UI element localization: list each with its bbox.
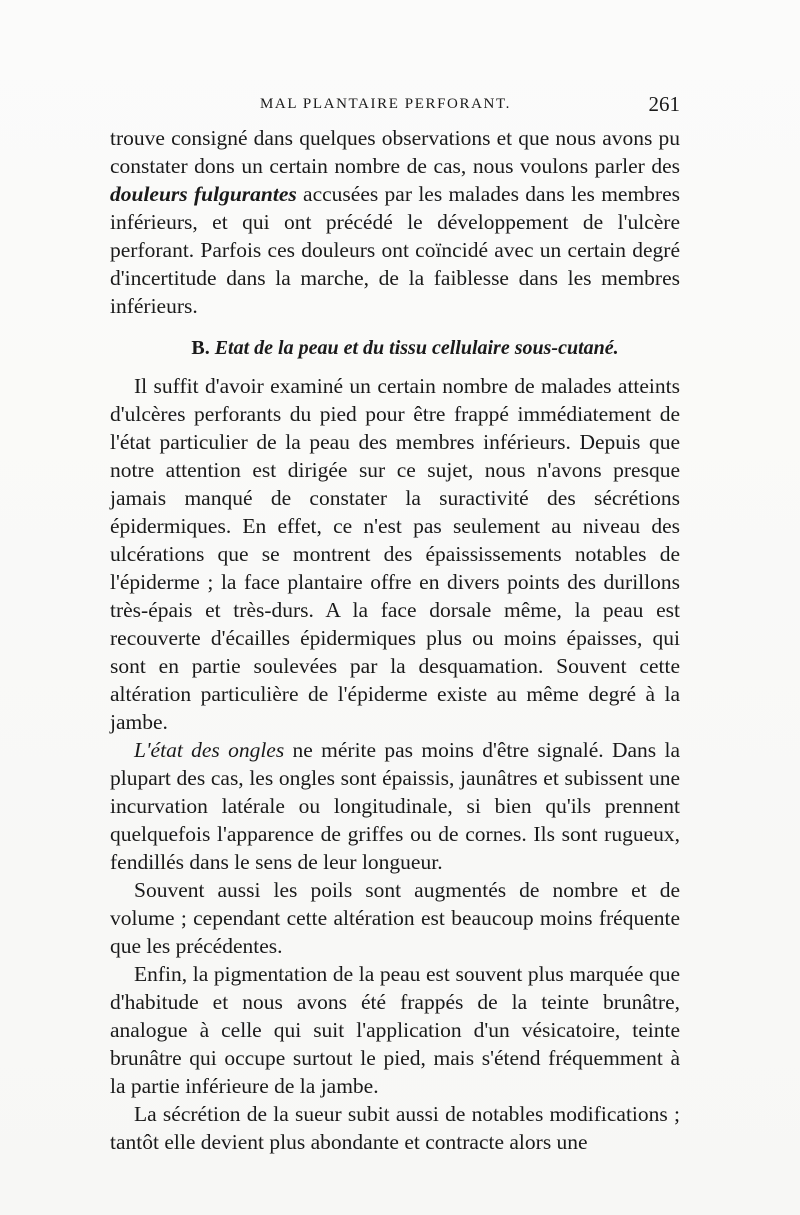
section-title: Etat de la peau et du tissu cellulaire sous-cutané. (214, 337, 619, 359)
paragraph-4: Souvent aussi les poils sont augmentés de nombre et de volume ; cependant cette altération est beaucoup moins fréquente que les précédentes. (110, 878, 680, 958)
paragraph-5: Enfin, la pigmentation de la peau est souvent plus marquée que d'habitude et nous avons été frappés de la teinte brunâtre, analogue à celle qui suit l'application d'un vésicatoire, teinte brunâtre qui occupe surtout le pied, mais s'étend fréquemment à la partie inférieure de la jambe. (110, 962, 680, 1098)
running-title: MAL PLANTAIRE PERFORANT. (260, 96, 511, 112)
paragraph-6: La sécrétion de la sueur subit aussi de notables modifications ; tantôt elle devient plus abondante et contracte alors une (110, 1102, 680, 1154)
page-number: 261 (648, 92, 680, 116)
paragraph-1-emphasis: douleurs fulgurantes (110, 182, 297, 206)
paragraph-1-text-a: trouve consigné dans quelques observations et que nous avons pu constater dons un certain nombre de cas, nous voulons parler des (110, 126, 680, 178)
paragraph-2: Il suffit d'avoir examiné un certain nombre de malades atteints d'ulcères perforants du pied pour être frappé immédiatement de l'état particulier de la peau des membres inférieurs. Depuis que notre attention est dirigée sur ce sujet, nous n'avons presque jamais manqué de constater la suractivité des sécrétions épidermiques. En effet, ce n'est pas seulement au niveau des ulcérations que se montrent des épaississements notables de l'épiderme ; la face plantaire offre en divers points des durillons très-épais et très-durs. A la face dorsale même, la peau est recouverte d'écailles épidermiques plus ou moins épaisses, qui sont en partie soulevées par la desquamation. Souvent cette altération particulière de l'épiderme existe au même degré à la jambe. (110, 374, 680, 734)
paragraph-1-text-b: accusées par les malades dans les membres inférieurs, et qui ont précédé le développement de l'ulcère perforant. Parfois ces douleurs ont coïncidé avec un certain degré d'incertitude dans la marche, de la faiblesse dans les membres inférieurs. (110, 182, 680, 318)
page-header (110, 92, 680, 122)
section-letter: B. (191, 337, 210, 359)
paragraph-1 (110, 124, 680, 320)
section-heading-b (110, 334, 680, 362)
paragraph-3-emphasis: L'état des ongles (134, 738, 285, 762)
paragraph-3 (110, 736, 680, 876)
paragraph-3-text: ne mérite pas moins d'être signalé. Dans la plupart des cas, les ongles sont épaissis, jaunâtres et subissent une incurvation latérale ou longitudinale, si bien qu'ils prennent quelquefois l'apparence de griffes ou de cornes. Ils sont rugueux, fendillés dans le sens de leur longueur. (110, 738, 680, 874)
body-text (110, 124, 680, 1156)
